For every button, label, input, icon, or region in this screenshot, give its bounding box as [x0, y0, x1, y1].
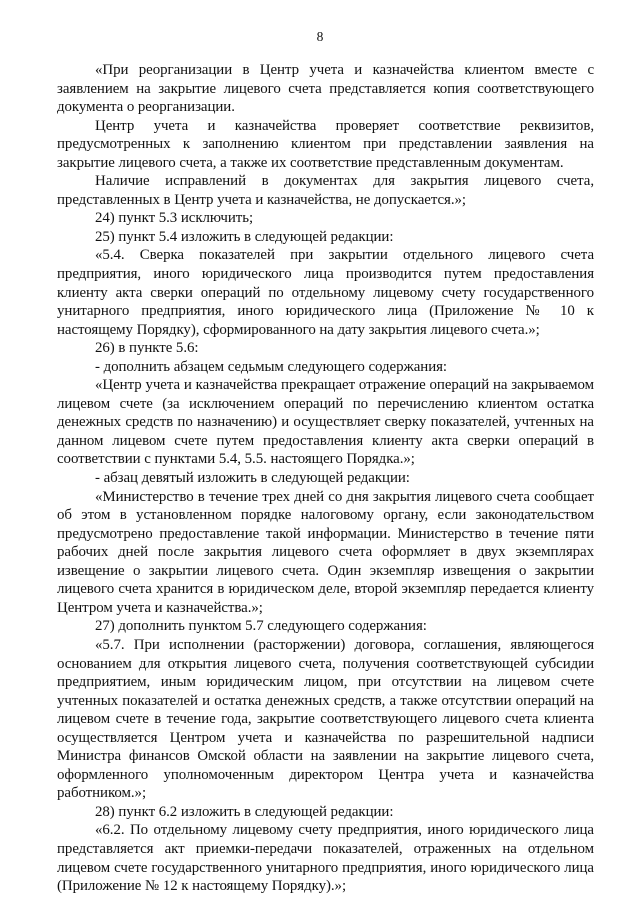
paragraph-ministry-notice: «Министерство в течение трех дней со дня закрытия лицевого счета сообщает об этом в установленном порядке налоговому органу, если законодательством предусмотрено предоставление такой информации. Министерство в течение пяти рабочих дней после закрытия лицевого счета оформляет в двух экземплярах извещение о закрытии лицевого счета. Один экземпляр извещения о закрытии лицевого счета хранится в юридическом деле, второй экземпляр передается клиенту Центром учета и казначейства.»; [57, 488, 594, 616]
paragraph-clause-5-4: «5.4. Сверка показателей при закрытии отдельного лицевого счета предприятия, иного юридического лица производится путем предоставления клиенту акта сверки операций по отдельному лицевому счету государственного унитарного предприятия, иного юридического лица (Приложение № 10 к настоящему Порядку), сформированного на дату закрытия лицевого счета.»; [57, 247, 594, 338]
paragraph-add-seventh: - дополнить абзацем седьмым следующего содержания: [95, 358, 448, 375]
page-number: 8 [316, 29, 324, 44]
paragraph-ninth-abzac: - абзац девятый изложить в следующей редакции: [95, 470, 410, 487]
paragraph-stop-operations: «Центр учета и казначейства прекращает отражение операций на закрываемом лицевом счете (за исключением операций по перечислению клиентом остатка денежных средств по назначению) и осуществляет сверку показателей, учтенных на данном лицевом счете путем предоставления клиенту акта сверки операций в соответствии с пунктами 5.4, 5.5. настоящего Порядка.»; [57, 377, 594, 468]
paragraph-item-26: 26) в пункте 5.6: [95, 340, 199, 357]
paragraph-item-27: 27) дополнить пунктом 5.7 следующего содержания: [95, 618, 427, 635]
paragraph-item-25: 25) пункт 5.4 изложить в следующей редакции: [95, 228, 394, 245]
paragraph-clause-6-2: «6.2. По отдельному лицевому счету предприятия, иного юридического лица представляется акт приемки-передачи показателей, отраженных на отдельном лицевом счете государственного унитарного предприятия, иного юридического лица (Приложение № 12 к настоящему Порядку).»; [57, 822, 594, 895]
paragraph-item-28: 28) пункт 6.2 изложить в следующей редакции: [95, 803, 394, 820]
paragraph-item-24: 24) пункт 5.3 исключить; [95, 210, 254, 227]
document-body [57, 61, 594, 896]
paragraph-clause-5-7: «5.7. При исполнении (расторжении) договора, соглашения, являющегося основанием для открытия лицевого счета, получения соответствующей субсидии предприятием, иным юридическим лицом, при отсутствии на лицевом счете учтенных показателей и остатка денежных средств, а также отсутствии операций на лицевом счете в течение года, закрытие соответствующего лицевого счета клиента осуществляется Центром учета и казначейства по разрешительной надписи Министра финансов Омской области на заявлении на закрытие лицевого счета, оформленного уполномоченным директором Центра учета и казначейства работником.»; [57, 636, 594, 802]
paragraph-requisites-check: Центр учета и казначейства проверяет соответствие реквизитов, предусмотренных к заполнению клиентом при представлении заявления на закрытие лицевого счета, а также их соответствие представленным документам. [57, 117, 594, 171]
paragraph-reorganization: «При реорганизации в Центр учета и казначейства клиентом вместе с заявлением на закрытие лицевого счета представляется копия соответствующего документа о реорганизации. [57, 62, 594, 116]
paragraph-corrections: Наличие исправлений в документах для закрытия лицевого счета, представленных в Центр учета и казначейства, не допускается.»; [57, 173, 594, 208]
